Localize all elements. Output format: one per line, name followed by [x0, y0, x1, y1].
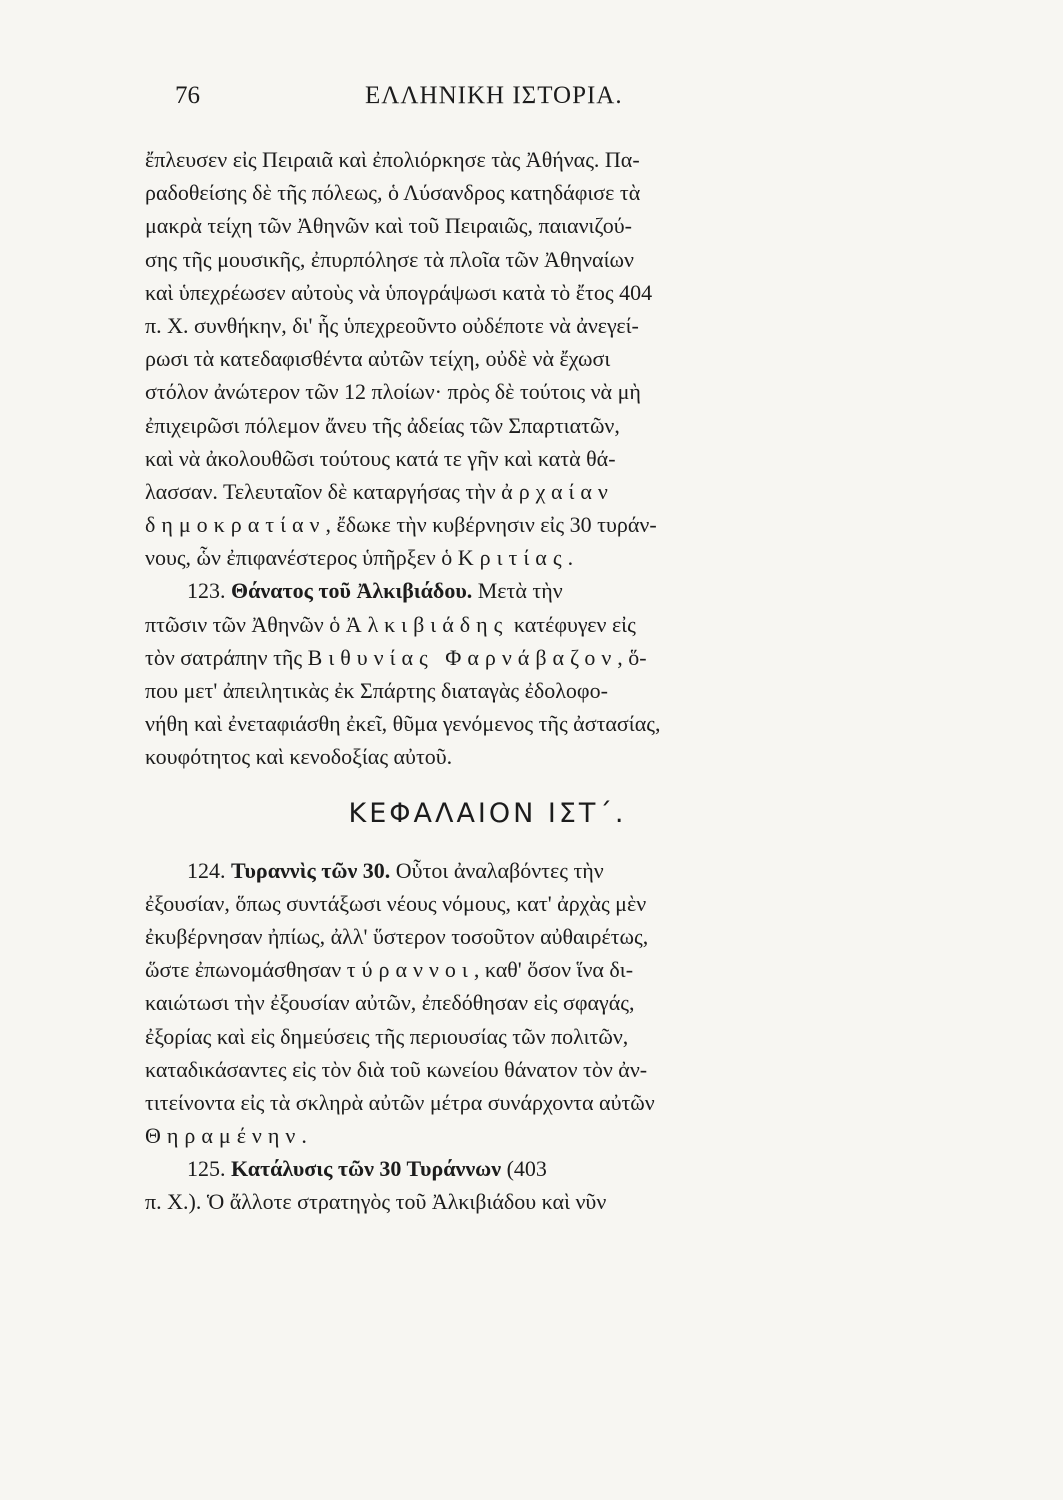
section-number: 124.	[187, 857, 226, 883]
text-run: νους, ὧν ἐπιφανέστερος ὑπῆρξεν ὁ	[145, 545, 453, 571]
text-line: ἐξουσίαν, ὅπως συντάξωσι νέους νόμους, κατ' ἀρχὰς μὲν	[145, 890, 647, 916]
text-line: σης τῆς μουσικῆς, ἐπυρπόλησε τὰ πλοῖα τῶν Ἀθηναίων	[145, 246, 634, 272]
section-number: 123.	[187, 578, 226, 604]
text-line: καιώτωσι τὴν ἐξουσίαν αὐτῶν, ἐπεδόθησαν εἰς σφαγάς,	[145, 990, 635, 1016]
section-number: 125.	[187, 1156, 226, 1182]
text-line: ρωσι τὰ κατεδαφισθέντα αὐτῶν τείχη, οὐδὲ νὰ ἔχωσι	[145, 346, 611, 372]
text-line: π. Χ.). Ὁ ἄλλοτε στρατηγὸς τοῦ Ἀλκιβιάδου καὶ νῦν	[145, 1189, 607, 1215]
text-run: , ἔδωκε τὴν κυβέρνησιν εἰς 30 τυράν-	[325, 512, 657, 538]
text-line: καὶ ὑπεχρέωσεν αὐτοὺς νὰ ὑπογράψωσι κατὰ τὸ ἔτος 404	[145, 279, 653, 305]
text-line: ἐπιχειρῶσι πόλεμον ἄνευ τῆς ἀδείας τῶν Σπαρτιατῶν,	[145, 412, 620, 438]
text-run: .	[567, 545, 574, 571]
text-run: , ὅ-	[617, 644, 647, 670]
page-header	[175, 82, 775, 118]
chapter-title: ΚΕΦΑΛΑΙΟΝ ΙΣΤ΄.	[348, 797, 627, 829]
text-line: ραδοθείσης δὲ τῆς πόλεως, ὁ Λύσανδρος κατηδάφισε τὰ	[145, 180, 641, 206]
text-line: στόλον ἀνώτερον τῶν 12 πλοίων· πρὸς δὲ τούτοις νὰ μὴ	[145, 379, 641, 405]
body-text	[145, 143, 770, 1219]
text-run: πτῶσιν τῶν Ἀθηνῶν ὁ	[145, 611, 341, 637]
text-line	[145, 1119, 770, 1152]
text-line: καὶ νὰ ἀκολουθῶσι τούτους κατά τε γῆν καὶ κατὰ θά-	[145, 445, 616, 471]
text-line: τιτείνοντα εἰς τὰ σκληρὰ αὐτῶν μέτρα συνάρχοντα αὐτῶν	[145, 1089, 655, 1115]
text-line	[145, 475, 770, 508]
text-run: λασσαν. Τελευταῖον δὲ καταργήσας τὴν	[145, 478, 496, 504]
text-line	[145, 541, 770, 574]
text-run: Οὗτοι ἀναλαβόντες τὴν	[395, 857, 604, 883]
spaced-word: Βιθυνίας Φαρνάβαζον	[307, 644, 618, 670]
text-line: π. Χ. συνθήκην, δι' ἧς ὑπεχρεοῦντο οὐδέποτε νὰ ἀνεγεί-	[145, 312, 639, 338]
text-run: τὸν σατράπην τῆς	[145, 644, 303, 670]
text-run: (403	[506, 1156, 547, 1182]
text-line: ἐκυβέρνησαν ἠπίως, ἀλλ' ὕστερον τοσοῦτον αὐθαιρέτως,	[145, 923, 649, 949]
text-run: ὥστε ἐπωνομάσθησαν	[145, 957, 342, 983]
text-run: Μετὰ τὴν	[477, 578, 563, 604]
spaced-word: Κριτίας	[457, 545, 568, 571]
text-line	[145, 953, 770, 986]
section-123-heading-line	[145, 574, 770, 607]
section-heading: Θάνατος τοῦ Ἀλκιβιάδου.	[231, 578, 473, 604]
spaced-word: τύραννοι	[346, 957, 474, 983]
text-line: μακρὰ τείχη τῶν Ἀθηνῶν καὶ τοῦ Πειραιῶς, παιανιζού-	[145, 213, 632, 239]
section-124-heading-line	[145, 854, 770, 887]
text-line: κουφότητος καὶ κενοδοξίας αὐτοῦ.	[145, 744, 453, 770]
text-line: ἐξορίας καὶ εἰς δημεύσεις τῆς περιουσίας τῶν πολιτῶν,	[145, 1023, 629, 1049]
text-line	[145, 608, 770, 641]
text-line: νήθη καὶ ἐνεταφιάσθη ἐκεῖ, θῦμα γενόμενος τῆς ἀστασίας,	[145, 711, 661, 737]
text-line: ἔπλευσεν εἰς Πειραιᾶ καὶ ἐπολιόρκησε τὰς Ἀθήνας. Πα-	[145, 147, 640, 172]
text-run: .	[301, 1123, 307, 1149]
spaced-word: Θηραμένην	[145, 1123, 302, 1149]
spaced-word: δημοκρατίαν	[145, 512, 326, 538]
text-line	[145, 641, 770, 674]
section-heading: Τυραννὶς τῶν 30.	[231, 857, 391, 883]
text-run: , καθ' ὅσον ἵνα δι-	[473, 957, 634, 983]
text-line: καταδικάσαντες εἰς τὸν διὰ τοῦ κωνείου θάνατον τὸν ἀν-	[145, 1056, 648, 1082]
text-line: που μετ' ἀπειλητικὰς ἐκ Σπάρτης διαταγὰς ἐδολοφο-	[145, 678, 608, 703]
spaced-word: Ἀλκιβιάδης	[345, 611, 509, 637]
text-line	[145, 508, 770, 541]
text-run: κατέφυγεν εἰς	[513, 611, 636, 637]
section-125-heading-line	[145, 1152, 770, 1185]
running-title: ΕΛΛΗΝΙΚΗ ΙΣΤΟΡΙΑ.	[365, 82, 623, 109]
page-number: 76	[175, 82, 200, 109]
section-heading: Κατάλυσις τῶν 30 Τυράννων	[231, 1156, 502, 1182]
spaced-word: ἀρχαίαν	[501, 478, 614, 504]
